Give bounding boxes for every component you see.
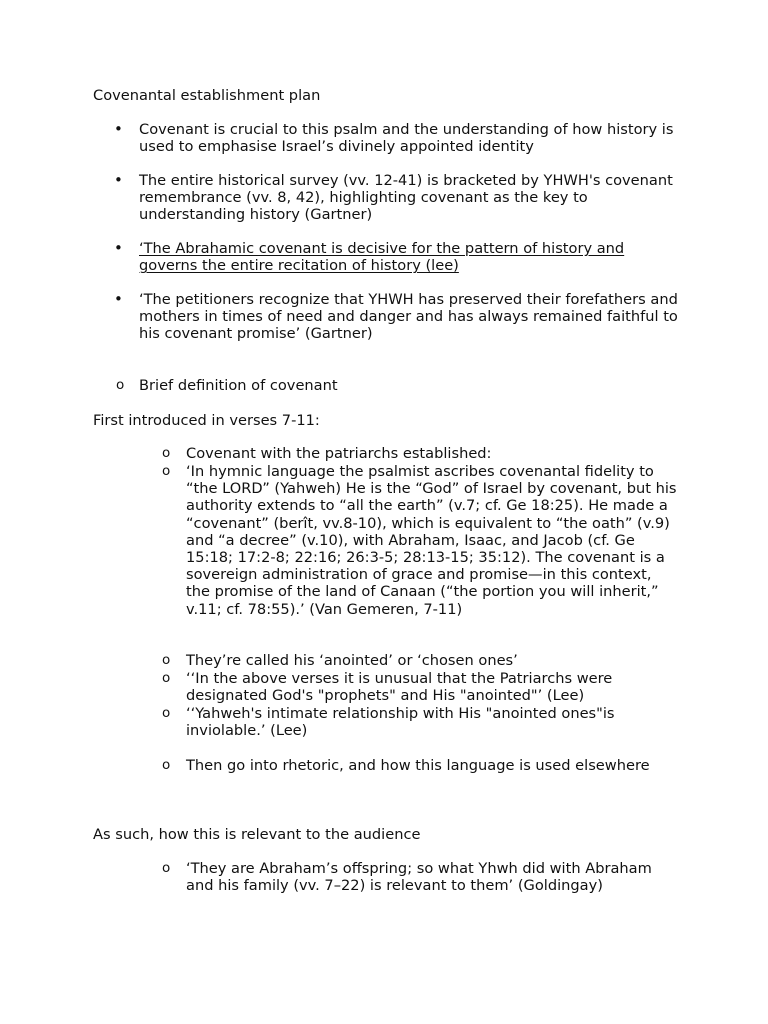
circle-marker: o (162, 445, 171, 461)
sub-item-text: ‘‘Yahweh's intimate relationship with His "anointed ones"is inviolable.’ (Lee) (186, 705, 615, 740)
section-heading-relevance: As such, how this is relevant to the audience (93, 826, 421, 843)
sub-item-text: Then go into rhetoric, and how this language is used elsewhere (186, 757, 650, 774)
bullet-text: ‘The Abrahamic covenant is decisive for the pattern of history and governs the entire recitation of history (lee) (139, 240, 625, 275)
sub-item-text: Brief definition of covenant (139, 377, 338, 394)
bullet-marker: • (114, 239, 123, 257)
circle-marker: o (116, 377, 125, 393)
bullet-text: ‘The petitioners recognize that YHWH has preserved their forefathers and mothers in times of need and danger and has always remained faithful to his covenant promise’ (Gartner) (139, 291, 678, 343)
circle-marker: o (162, 705, 171, 721)
bullet-text: The entire historical survey (vv. 12-41) is bracketed by YHWH's covenant remembrance (vv. 8, 42), highlighting covenant as the key to understanding history (Gartner) (139, 172, 673, 224)
circle-marker: o (162, 757, 171, 773)
circle-marker: o (162, 860, 171, 876)
circle-marker: o (162, 670, 171, 686)
sub-item-text: ‘They are Abraham’s offspring; so what Yhwh did with Abraham and his family (vv. 7–22) is relevant to them’ (Goldingay) (186, 860, 652, 895)
bullet-marker: • (114, 171, 123, 189)
sub-item-text: They’re called his ‘anointed’ or ‘chosen ones’ (186, 652, 518, 669)
sub-item-text: ‘In hymnic language the psalmist ascribes covenantal fidelity to “the LORD” (Yahweh) He is the “God” of Israel by covenant, but his authority extends to “all the earth” (v.7; cf. Ge 18:25). He made a “covenant” (berît, vv.8-10), which is equivalent to “the oath” (v.9) and “a decree” (v.10), with Abraham, Isaac, and Jacob (cf. Ge 15:18; 17:2-8; 22:16; 26:3-5; 28:13-15; 35:12). The covenant is a sovereign administration of grace and promise—in this context, the promise of the land of Canaan (“the portion you will inherit,” v.11; cf. 78:55).’ (Van Gemeren, 7-11) (186, 463, 677, 618)
sub-item-text: Covenant with the patriarchs established: (186, 445, 492, 462)
bullet-marker: • (114, 290, 123, 308)
bullet-marker: • (114, 120, 123, 138)
sub-item-text: ‘‘In the above verses it is unusual that the Patriarchs were designated God's "prophets" and His "anointed"’ (Lee) (186, 670, 613, 705)
circle-marker: o (162, 463, 171, 479)
bullet-text: Covenant is crucial to this psalm and the understanding of how history is used to emphasise Israel’s divinely appointed identity (139, 121, 674, 156)
section-heading-first-introduced: First introduced in verses 7-11: (93, 412, 320, 429)
section-heading-covenantal-plan: Covenantal establishment plan (93, 87, 321, 104)
circle-marker: o (162, 652, 171, 668)
